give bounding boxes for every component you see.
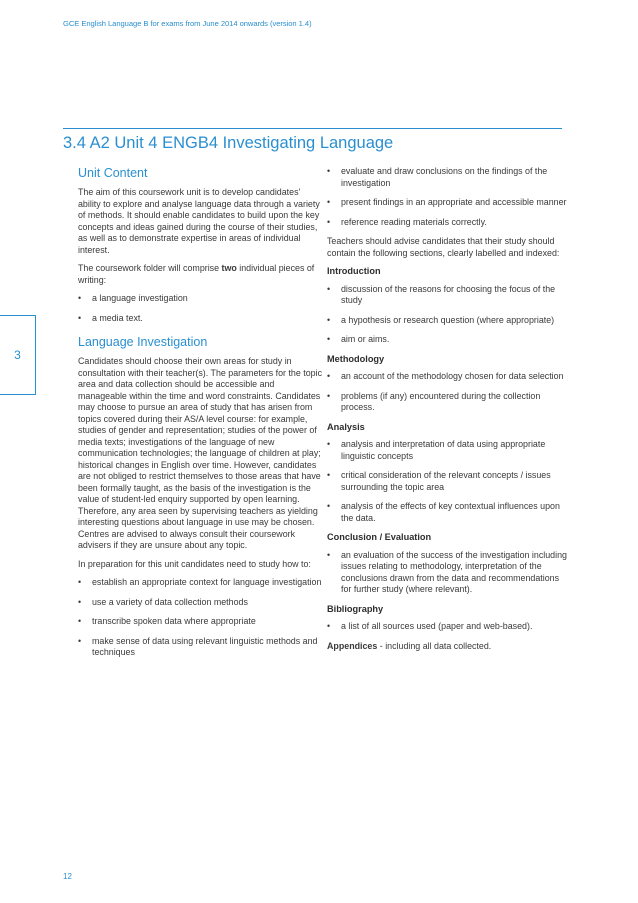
left-column bbox=[78, 165, 324, 667]
bullet-glyph: • bbox=[78, 577, 82, 587]
list-item-text: make sense of data using relevant linguistic methods and techniques bbox=[92, 635, 318, 657]
methodology-heading: Methodology bbox=[327, 353, 385, 364]
analysis-heading: Analysis bbox=[327, 421, 365, 432]
folder-list bbox=[78, 293, 324, 324]
list-item-text: aim or aims. bbox=[341, 334, 390, 344]
list-item bbox=[327, 439, 567, 462]
analysis-list bbox=[327, 439, 567, 524]
right-column bbox=[327, 166, 567, 659]
list-item-text: critical consideration of the relevant concepts / issues surrounding the topic area bbox=[341, 470, 551, 492]
bullet-glyph: • bbox=[327, 549, 331, 560]
language-investigation-heading: Language Investigation bbox=[78, 335, 208, 349]
methodology-list bbox=[327, 371, 567, 414]
preparation-list bbox=[78, 577, 324, 659]
list-item bbox=[78, 293, 324, 305]
list-item bbox=[78, 616, 324, 628]
list-item-text: evaluate and draw conclusions on the findings of the investigation bbox=[341, 166, 548, 188]
folder-text-before: The coursework folder will comprise bbox=[78, 263, 222, 273]
list-item bbox=[78, 636, 324, 659]
appendices-label: Appendices bbox=[327, 640, 378, 651]
folder-text-after: individual pieces of writing: bbox=[78, 263, 315, 285]
bullet-glyph: • bbox=[78, 312, 82, 323]
list-item-text: establish an appropriate context for language investigation bbox=[92, 577, 322, 587]
running-header: GCE English Language B for exams from June 2014 onwards (version 1.4) bbox=[63, 19, 312, 28]
list-item bbox=[327, 621, 567, 633]
bullet-glyph: • bbox=[327, 390, 331, 401]
folder-paragraph bbox=[78, 263, 324, 286]
bibliography-list bbox=[327, 621, 567, 633]
bibliography-heading: Bibliography bbox=[327, 603, 384, 614]
page-number: 12 bbox=[63, 872, 72, 881]
preparation-list-continued bbox=[327, 166, 567, 228]
section-tab bbox=[0, 315, 36, 395]
preparation-paragraph: In preparation for this unit candidates need to study how to: bbox=[78, 558, 311, 569]
list-item-text: reference reading materials correctly. bbox=[341, 216, 487, 227]
introduction-list bbox=[327, 284, 567, 346]
list-item bbox=[327, 550, 567, 596]
bullet-glyph: • bbox=[327, 314, 331, 325]
list-item-text: an account of the methodology chosen for data selection bbox=[341, 371, 564, 381]
unit-content-heading: Unit Content bbox=[78, 166, 148, 180]
bullet-glyph: • bbox=[78, 596, 82, 607]
list-item bbox=[327, 197, 567, 209]
bullet-glyph: • bbox=[327, 439, 331, 449]
list-item-text: transcribe spoken data where appropriate bbox=[92, 616, 256, 626]
list-item bbox=[327, 391, 567, 414]
list-item-text: problems (if any) encountered during the collection process. bbox=[341, 390, 541, 412]
folder-text-bold: two bbox=[221, 263, 237, 273]
list-item-text: a hypothesis or research question (where appropriate) bbox=[341, 314, 555, 325]
introduction-heading: Introduction bbox=[327, 266, 381, 276]
section-tab-label: 3 bbox=[14, 348, 21, 362]
bullet-glyph: • bbox=[327, 197, 331, 207]
unit-content-paragraph: The aim of this coursework unit is to develop candidates' ability to explore and analyse language data through a variety of methods. It should enable candidates to build upon the key concepts and ideas gained during the course of their studies, as well as to demonstrate expertise in areas of individual interest. bbox=[78, 187, 320, 255]
list-item-text: present findings in an appropriate and accessible manner bbox=[341, 197, 567, 207]
list-item bbox=[327, 371, 567, 383]
appendices-text: - including all data collected. bbox=[377, 640, 492, 651]
bullet-glyph: • bbox=[327, 166, 331, 176]
bullet-glyph: • bbox=[327, 283, 331, 294]
conclusion-heading: Conclusion / Evaluation bbox=[327, 532, 432, 542]
bullet-glyph: • bbox=[327, 621, 331, 631]
bullet-glyph: • bbox=[78, 293, 82, 303]
bullet-glyph: • bbox=[327, 501, 331, 511]
bullet-glyph: • bbox=[327, 371, 331, 381]
list-item bbox=[327, 166, 567, 189]
list-item-text: analysis of the effects of key contextual influences upon the data. bbox=[341, 501, 560, 523]
bullet-glyph: • bbox=[327, 216, 331, 227]
list-item-text: use a variety of data collection methods bbox=[92, 596, 248, 607]
list-item-text: an evaluation of the success of the investigation including issues relating to methodology, interpretation of the conclusions drawn from the data and recommendations for further study (where relevant). bbox=[341, 549, 567, 594]
list-item bbox=[327, 284, 567, 307]
list-item-text: a list of all sources used (paper and web-based). bbox=[341, 621, 533, 631]
title-rule bbox=[63, 128, 562, 129]
bullet-glyph: • bbox=[78, 616, 82, 626]
list-item-text: a media text. bbox=[92, 312, 143, 323]
bullet-glyph: • bbox=[327, 334, 331, 344]
list-item bbox=[327, 501, 567, 524]
section-title: 3.4 A2 Unit 4 ENGB4 Investigating Language bbox=[63, 134, 394, 152]
list-item bbox=[327, 470, 567, 493]
bullet-glyph: • bbox=[78, 635, 82, 646]
conclusion-list bbox=[327, 550, 567, 596]
list-item bbox=[327, 334, 567, 346]
bullet-glyph: • bbox=[327, 470, 331, 480]
teachers-paragraph: Teachers should advise candidates that their study should contain the following sections, clearly labelled and indexed: bbox=[327, 236, 560, 258]
list-item-text: discussion of the reasons for choosing the focus of the study bbox=[341, 283, 556, 305]
list-item bbox=[327, 217, 567, 229]
appendices-paragraph bbox=[327, 641, 567, 653]
list-item bbox=[327, 315, 567, 327]
list-item bbox=[78, 597, 324, 609]
language-investigation-paragraph: Candidates should choose their own areas for study in consultation with their teacher(s). The parameters for the topic area and data collection should be accessible and manageable within the time and word constraints. Candidates may choose to pursue an area of study that has arisen from topics covered during their AS/A level course: for example, studies of gender and representation; studies of the power of media texts; investigations of the language of new communication technologies; the language of children at play; historical changes in English over time. However, candidates are not obliged to restrict themselves to those areas that have been formally taught, as the basis of the investigation is the value of student-led enquiry supported by open learning. Therefore, any area seen by supervising teachers as yielding interesting questions about language in use may be chosen. Centres are advised to always consult their coursework advisers if they are unsure about any topic. bbox=[78, 356, 323, 550]
list-item-text: analysis and interpretation of data using appropriate linguistic concepts bbox=[341, 439, 546, 461]
list-item-text: a language investigation bbox=[92, 293, 188, 303]
list-item bbox=[78, 577, 324, 589]
list-item bbox=[78, 313, 324, 325]
